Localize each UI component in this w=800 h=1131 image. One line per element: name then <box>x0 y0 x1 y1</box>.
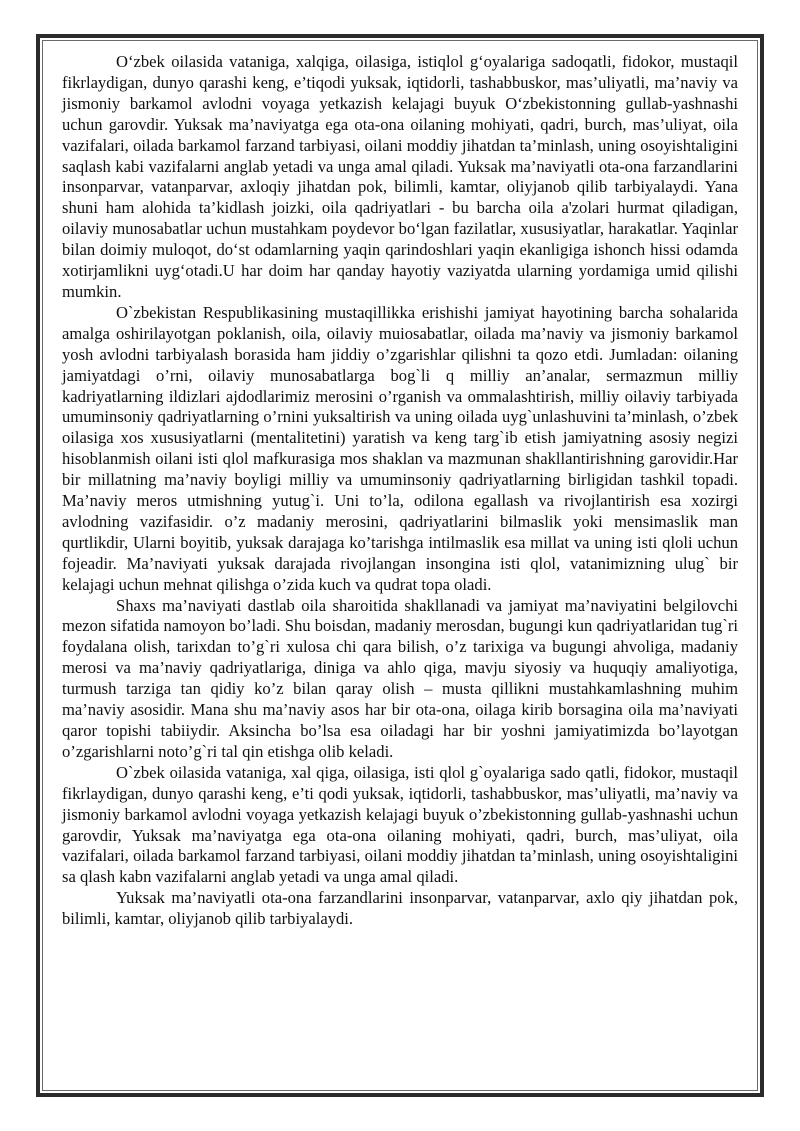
page-border-frame <box>36 34 764 1097</box>
paragraph: O‘zbek oilasida vataniga, xalqiga, oilasiga, istiqlol g‘oyalariga sadoqatli, fidokor, mustaqil fikrlaydigan, dunyo qarashi keng, e’tiqodi yuksak, iqtidorli, tashabbuskor, mas’uliyatli, ma’naviy va jismoniy barkamol avlodni voyaga yetkazish kelajagi buyuk O‘zbekistonning gullab-yashnashi uchun garovdir. Yuksak ma’naviyatga ega ota-ona oilaning mohiyati, qadri, burch, mas’uliyat, oila vazifalari, oilada barkamol farzand tarbiyasi, oilani moddiy jihatdan ta’minlash, uning osoyishtaligini saqlash kabi vazifalarni anglab yetadi va unga amal qiladi. Yuksak ma’naviyatli ota-ona farzandlarini insonparvar, vatanparvar, axloqiy jihatdan pok, bilimli, kamtar, oliyjanob qilib tarbiyalaydi. Yana shuni ham alohida ta’kidlash joizki, oila qadriyatlari - bu barcha oila a'zolari hurmat qiladigan, oilaviy munosabatlar uchun mustahkam poydevor bo‘lgan fazilatlar, xususiyatlar, harakatlar. Yaqinlar bilan doimiy muloqot, do‘st odamlarning yaqin qarindoshlari yaqin ekanligiga ishonch hissi odamda xotirjamlikni uyg‘otadi.U har doim har qanday hayotiy vaziyatda ularning yordamiga umid qilishi mumkin. <box>62 52 738 301</box>
paragraph: Yuksak ma’naviyatli ota-ona farzandlarini insonparvar, vatanparvar, axlo qiy jihatdan pok, bilimli, kamtar, oliyjanob qilib tarbiyalaydi. <box>62 888 738 929</box>
paragraph: Shaxs ma’naviyati dastlab oila sharoitida shakllanadi va jamiyat ma’naviyatini belgilovchi mezon sifatida namoyon bo’ladi. Shu boisdan, madaniy merosdan, bugungi kun qadriyatlaridan tug`ri foydalana olish, tarixdan to’g`ri xulosa chi qara bilish, o’z tarixiga va bugungi ahvoliga, madaniy merosi va ma’naviy qadriyatlariga, diniga va ahlo qiga, mavju siyosiy va huquqiy amaliyotiga, turmush tarziga tan qidiy ko’z bilan qaray olish – musta qillikni mustahkamlashning muhim ma’naviy asosidir. Mana shu ma’naviy asos har bir ota-ona, oilaga kirib borsagina oila ma’naviyati qaror topishi tabiiydir. Aksincha bo’lsa esa oiladagi har bir yoshni jamiyatimizda bo’layotgan o’zgarishlarni noto’g`ri tal qin etishga olib keladi. <box>62 595 738 761</box>
paragraph: O`zbekistan Respublikasining mustaqillikka erishishi jamiyat hayotining barcha sohalarida amalga oshirilayotgan poklanish, oila, oilaviy muiosabatlar, oilada ma’naviy va jismoniy barkamol yosh avlodni tarbiyalash borasida ham jiddiy o’zgarishlar qilishni ta qozo etdi. Jumladan: oilaning jamiyatdagi o’rni, oilaviy munosabatlarga bog`li q milliy an’analar, sermazmun milliy kadriyatlarning ildizlari ajdodlarimiz merosini o’rganish va ommalashtirish, milliy oilaviy tarbiyada umuminsoniy qadriyatlarning o’rnini yuksaltirish va uning oilada uyg`unlashuvini ta’minlash, o’zbek oilasiga xos xususiyatlarni (mentalitetini) yaratish va keng targ`ib etish jamiyatning asosiy negizi hisoblanmish oilani isti qlol mafkurasiga mos shaklan va mazmunan shakllantirishning garovidir.Har bir millatning ma’naviy boyligi milliy va umuminsoniy qadriyatlarning birligidan tashkil topadi. Ma’naviy meros utmishning yutug`i. Uni to’la, odilona egallash va rivojlantirish esa xozirgi avlodning vazifasidir. o’z madaniy merosini, qadriyatlarini bilmaslik yoki mensimaslik man qurtlikdir, Ularni boyitib, yuksak darajaga ko’tarishga intilmaslik esa millat va uning isti qloli uchun fojeadir. Ma’naviyati yuksak darajada rivojlangan insongina isti qlol, vatanimizning ulug` bir kelajagi uchun mehnat qilishga o’zida kuch va qudrat topa oladi. <box>62 302 738 594</box>
document-body <box>62 52 738 930</box>
paragraph: O`zbek oilasida vataniga, xal qiga, oilasiga, isti qlol g`oyalariga sado qatli, fidokor, mustaqil fikrlaydigan, dunyo qarashi keng, e’ti qodi yuksak, iqtidorli, tashabbuskor, mas’uliyatli, ma’naviy va jismoniy barkamol avlodni voyaga yetkazish kelajagi buyuk o’zbekistonning gullab-yashnashi uchun garovdir, Yuksak ma’naviyatga ega ota-ona oilaning mohiyati, qadri, burch, mas’uliyat, oila vazifalari, oilada barkamol farzand tarbiyasi, oilani moddiy jihatdan ta’minlash, uning osoyishtaligini sa qlash kabn vazifalarni anglab yetadi va unga amal qiladi. <box>62 762 738 887</box>
